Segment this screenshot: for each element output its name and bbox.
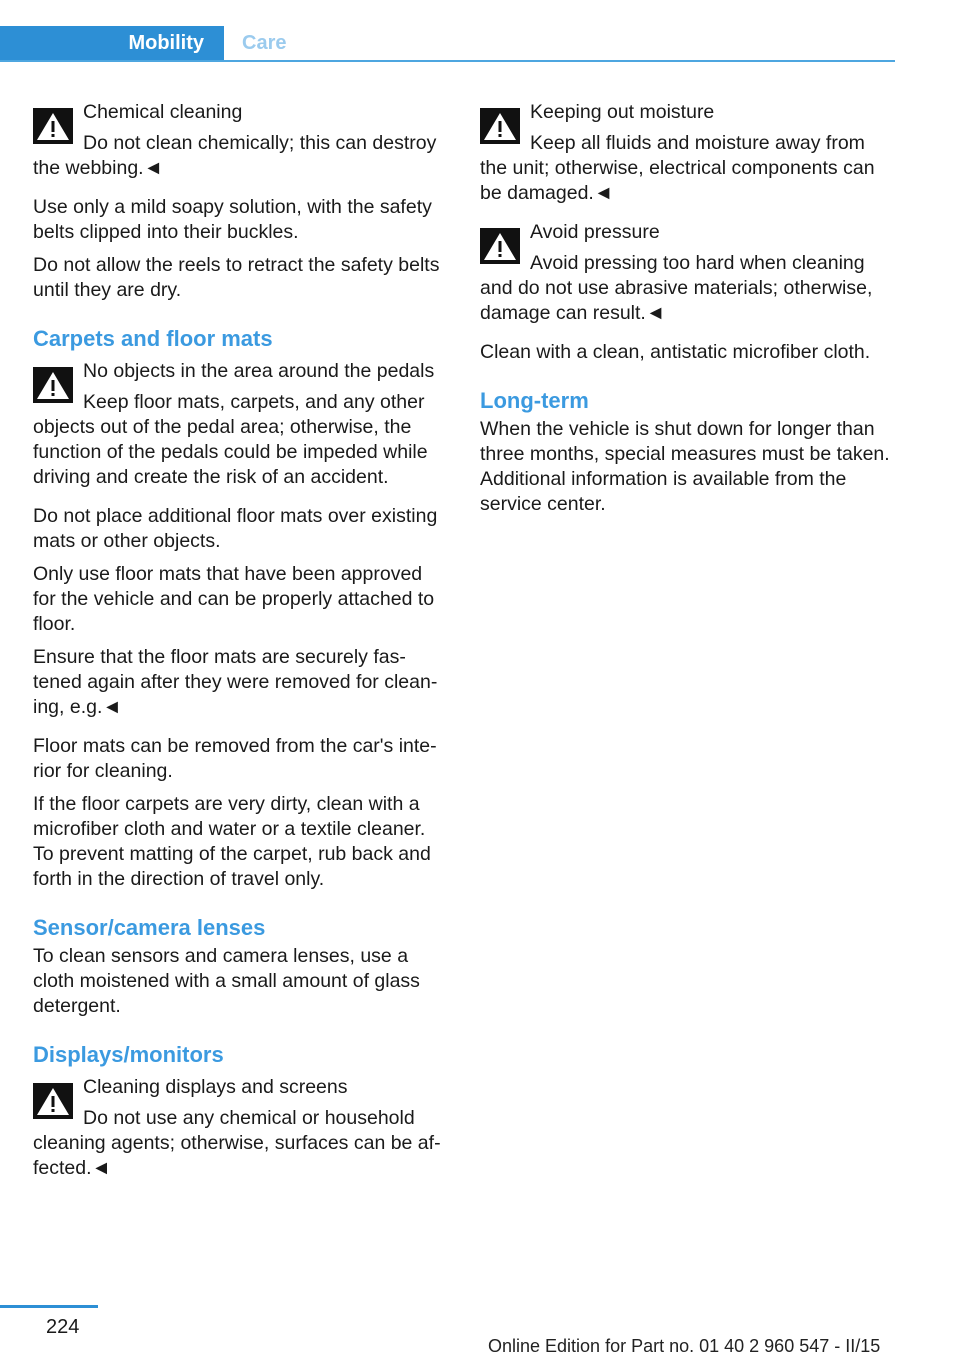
warning-triangle-icon [480,108,520,144]
warning-title: No objects in the area around the pedals [83,360,435,382]
tab-care[interactable]: Care [242,32,287,54]
section-heading-carpets: Carpets and floor mats [33,326,273,351]
paragraph: Clean with a clean, antistatic microfiber cloth. [480,341,871,363]
footer-rule [0,1305,98,1308]
warning-body: Keep all fluids and moisture away from the unit; otherwise, electrical components can be damaged.◄ [480,132,875,204]
header-rule [0,60,895,62]
tab-mobility[interactable]: Mobility [0,26,224,60]
left-column [33,100,448,1195]
section-heading-displays: Displays/monitors [33,1042,224,1067]
warning-triangle-icon [480,228,520,264]
warning-triangle-icon [33,108,73,144]
warning-body: Do not clean chemically; this can destroy the webbing.◄ [33,132,437,179]
right-column [480,100,890,525]
warning-title: Avoid pressure [530,221,660,243]
section-heading-longterm: Long-term [480,388,589,413]
paragraph: Ensure that the floor mats are securely fas-tened again after they were removed for clean-ing, e.g.◄ [33,646,438,718]
warning-title: Keeping out moisture [530,101,715,123]
warning-pressure [480,220,890,326]
section-heading-sensor: Sensor/camera lenses [33,915,266,940]
warning-chemical-cleaning [33,100,448,181]
warning-body: Avoid pressing too hard when cleaning and do not use abrasive materials; otherwise, damage can result.◄ [480,252,873,324]
page-number: 224 [46,1316,80,1338]
warning-title: Chemical cleaning [83,101,243,123]
warning-body: Keep floor mats, carpets, and any other objects out of the pedal area; otherwise, the function of the pedals could be impeded while driving and create the risk of an accident. [33,391,428,488]
paragraph: When the vehicle is shut down for longer than three months, special measures must be taken. Additional information is available from the service center. [480,418,890,515]
paragraph: To clean sensors and camera lenses, use a cloth moistened with a small amount of glass detergent. [33,945,420,1017]
warning-pedals [33,359,448,490]
warning-moisture [480,100,890,206]
warning-triangle-icon [33,1083,73,1119]
paragraph: Only use floor mats that have been approved for the vehicle and can be properly attached to floor. [33,563,435,635]
warning-title: Cleaning displays and screens [83,1076,348,1098]
warning-triangle-icon [33,367,73,403]
paragraph: Use only a mild soapy solution, with the safety belts clipped into their buckles. [33,196,432,243]
paragraph: Floor mats can be removed from the car's inte-rior for cleaning. [33,735,437,782]
paragraph: Do not place additional floor mats over existing mats or other objects. [33,505,438,552]
warning-displays [33,1075,448,1181]
edition-note: Online Edition for Part no. 01 40 2 960 547 - II/15 [488,1336,881,1356]
paragraph: If the floor carpets are very dirty, clean with a microfiber cloth and water or a textile cleaner. To prevent matting of the carpet, rub back and forth in the direction of travel only. [33,793,431,890]
paragraph: Do not allow the reels to retract the safety belts until they are dry. [33,254,440,301]
header-tabbar [0,26,895,62]
warning-body: Do not use any chemical or household cleaning agents; otherwise, surfaces can be af-fected.◄ [33,1107,441,1179]
